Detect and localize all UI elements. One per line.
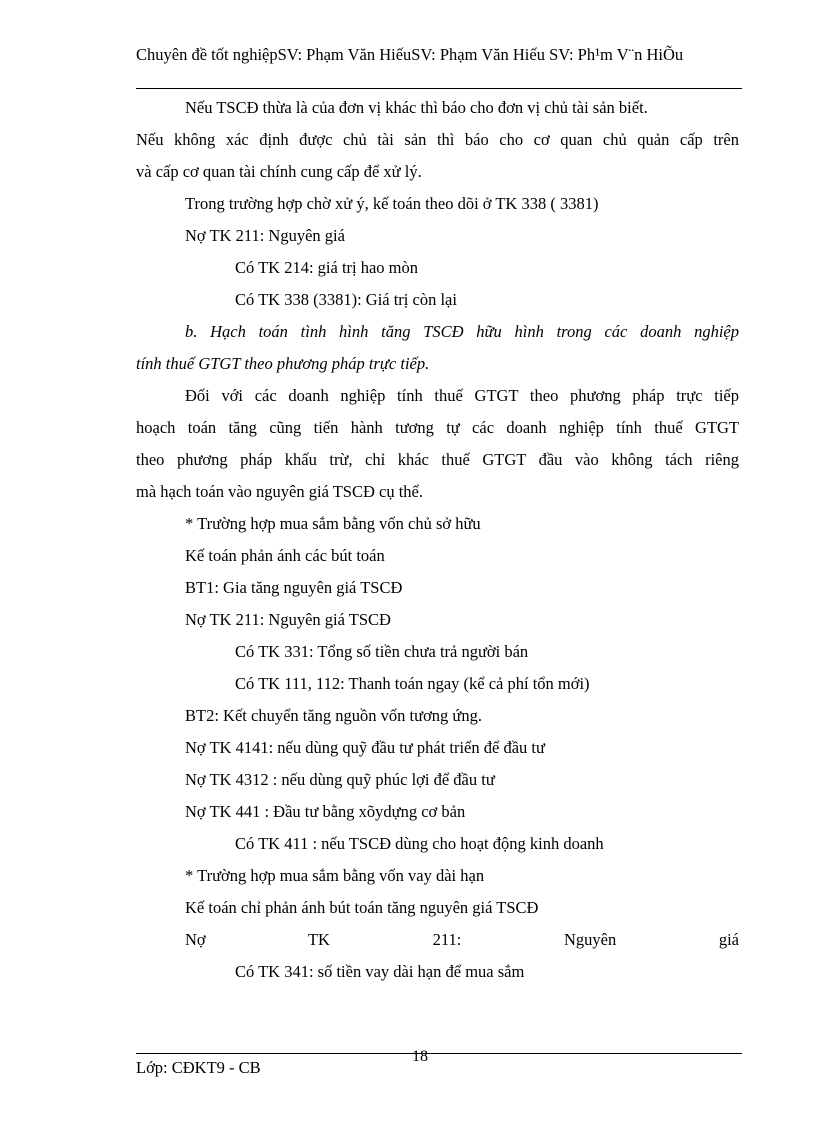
section-heading-line: b. Hạch toán tình hình tăng TSCĐ hữu hình trong các doanh nghiệp: [185, 322, 739, 341]
entry-line: Nợ TK 4312 : nếu dùng quỹ phúc lợi để đầu tư: [185, 770, 495, 789]
paragraph-line: Kế toán phản ánh các bút toán: [185, 546, 385, 565]
entry-line: Có TK 338 (3381): Giá trị còn lại: [235, 290, 457, 309]
entry-line: Có TK 411 : nếu TSCĐ dùng cho hoạt động kinh doanh: [235, 834, 604, 853]
page-number: 18: [412, 1048, 428, 1065]
paragraph-line: theo phương pháp khấu trừ, chỉ khác thuế GTGT đầu vào không tách riêng: [136, 450, 739, 469]
document-body: [136, 92, 739, 988]
entry-line: BT2: Kết chuyển tăng nguồn vốn tương ứng.: [185, 706, 482, 725]
paragraph-line: Kế toán chỉ phản ánh bút toán tăng nguyên giá TSCĐ: [185, 898, 539, 917]
page-header: Chuyên đề tốt nghiệpSV: Phạm Văn HiếuSV: Phạm Văn Hiếu SV: Ph¹m V¨n HiÕu: [136, 45, 684, 64]
case-line: * Trường hợp mua sắm bằng vốn chủ sở hữu: [185, 514, 481, 533]
paragraph-line: Đối với các doanh nghiệp tính thuế GTGT theo phương pháp trực tiếp: [185, 386, 739, 405]
entry-line: Có TK 341: số tiền vay dài hạn để mua sắm: [235, 962, 525, 981]
entry-line: Nợ TK 211: Nguyên giá: [185, 930, 739, 949]
entry-line: Nợ TK 211: Nguyên giá: [185, 226, 345, 245]
entry-line: BT1: Gia tăng nguyên giá TSCĐ: [185, 578, 403, 597]
entry-line: Nợ TK 441 : Đầu tư bằng xõydựng cơ bản: [185, 802, 466, 821]
header-rule: [136, 88, 742, 89]
section-heading-line: tính thuế GTGT theo phương pháp trực tiếp.: [136, 354, 430, 373]
paragraph-line: mà hạch toán vào nguyên giá TSCĐ cụ thể.: [136, 482, 424, 501]
paragraph-line: Nếu không xác định được chủ tài sản thì báo cho cơ quan chủ quản cấp trên: [136, 130, 739, 149]
paragraph-line: và cấp cơ quan tài chính cung cấp để xử lý.: [136, 162, 422, 181]
entry-line: Có TK 214: giá trị hao mòn: [235, 258, 419, 277]
footer-class-label: Lớp: CĐKT9 - CB: [136, 1058, 261, 1077]
paragraph-line: Nếu TSCĐ thừa là của đơn vị khác thì báo cho đơn vị chủ tài sản biết.: [185, 98, 648, 117]
paragraph-line: hoạch toán tăng cũng tiến hành tương tự các doanh nghiệp tính thuế GTGT: [136, 418, 739, 437]
paragraph-line: Trong trường hợp chờ xử ý, kế toán theo dõi ở TK 338 ( 3381): [185, 194, 599, 213]
case-line: * Trường hợp mua sắm bằng vốn vay dài hạn: [185, 866, 485, 885]
entry-line: Nợ TK 211: Nguyên giá TSCĐ: [185, 610, 391, 629]
entry-line: Có TK 331: Tổng số tiền chưa trả người bán: [235, 642, 529, 661]
footer-rule: [136, 1053, 742, 1054]
entry-line: Có TK 111, 112: Thanh toán ngay (kể cả phí tổn mới): [235, 674, 590, 693]
entry-line: Nợ TK 4141: nếu dùng quỹ đầu tư phát triển để đầu tư: [185, 738, 545, 757]
